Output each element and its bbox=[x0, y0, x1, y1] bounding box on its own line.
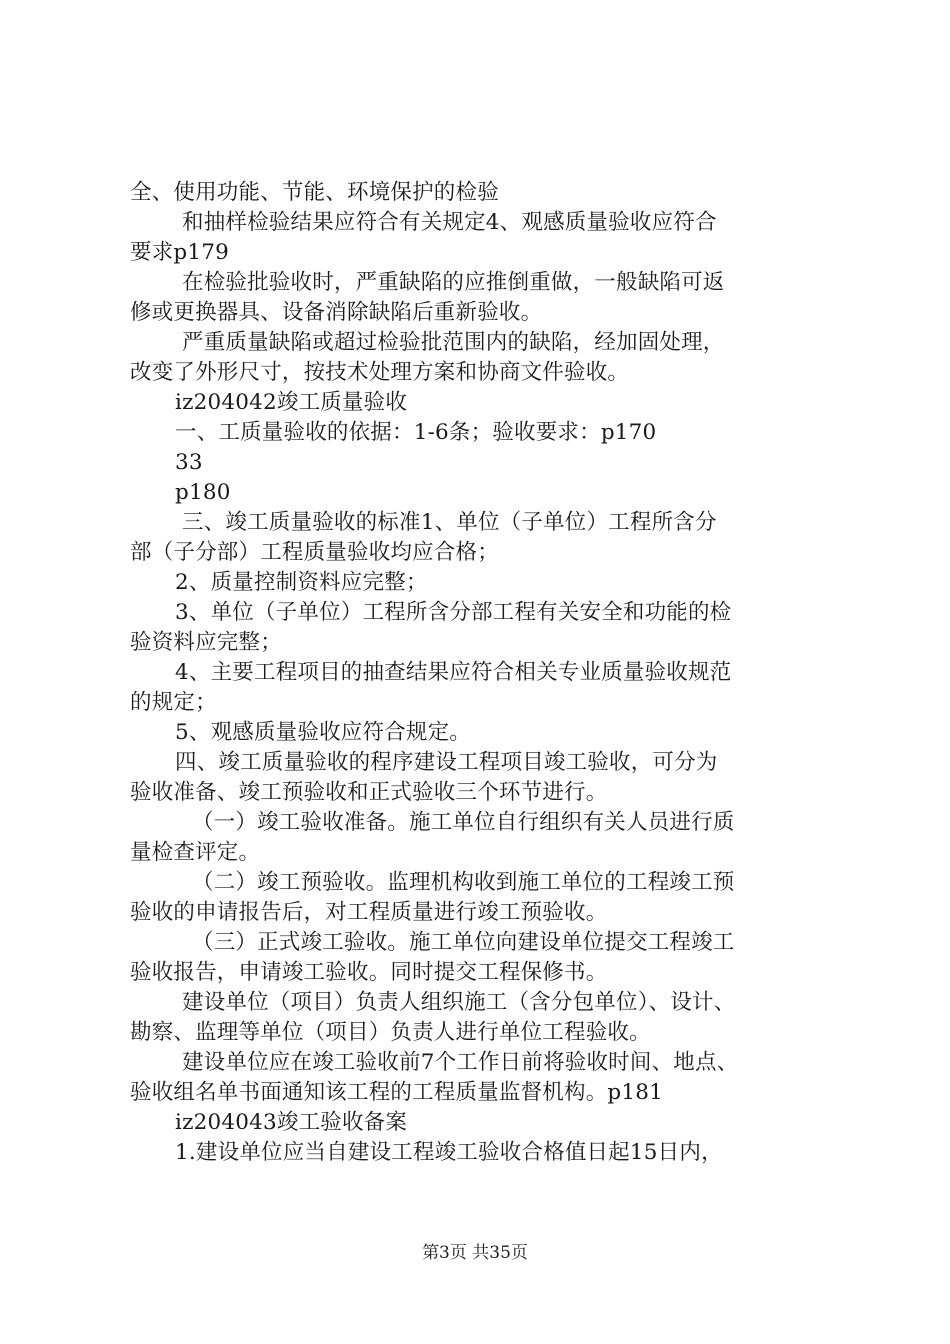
text-line: 建设单位应在竣工验收前7个工作日前将验收时间、地点、 bbox=[182, 1050, 739, 1075]
text-line: 部（子分部）工程质量验收均应合格； bbox=[130, 540, 499, 565]
section-heading: iz204043竣工验收备案 bbox=[175, 1110, 408, 1135]
text-line: 1.建设单位应当自建设工程竣工验收合格值日起15日内， bbox=[175, 1140, 723, 1165]
text-line: 四、竣工质量验收的程序建设工程项目竣工验收，可分为 bbox=[175, 750, 718, 775]
text-line: 3、单位（子单位）工程所含分部工程有关安全和功能的检 bbox=[175, 600, 732, 625]
text-line: 一、工质量验收的依据：1-6条；验收要求：p170 bbox=[175, 420, 657, 445]
text-line: 严重质量缺陷或超过检验批范围内的缺陷，经加固处理， bbox=[182, 330, 725, 355]
text-line: 勘察、监理等单位（项目）负责人进行单位工程验收。 bbox=[130, 1020, 651, 1045]
page-number-footer: 第3页 共35页 bbox=[422, 1243, 528, 1263]
text-line: 在检验批验收时，严重缺陷的应推倒重做，一般缺陷可返 bbox=[182, 270, 725, 295]
text-line: 2、质量控制资料应完整； bbox=[175, 570, 428, 595]
text-line: 33 bbox=[175, 450, 203, 475]
text-line: 量检查评定。 bbox=[130, 840, 261, 865]
text-line: 修或更换器具、设备消除缺陷后重新验收。 bbox=[130, 300, 543, 325]
text-line: 要求p179 bbox=[130, 240, 229, 265]
text-line: 5、观感质量验收应符合规定。 bbox=[175, 720, 471, 745]
document-body bbox=[130, 178, 840, 1168]
text-line: p180 bbox=[175, 480, 231, 505]
text-line: （三）正式竣工验收。施工单位向建设单位提交工程竣工 bbox=[192, 930, 735, 955]
text-line: （二）竣工预验收。监理机构收到施工单位的工程竣工预 bbox=[192, 870, 735, 895]
text-line: 验资料应完整； bbox=[130, 630, 282, 655]
text-line: 改变了外形尺寸，按技术处理方案和协商文件验收。 bbox=[130, 360, 630, 385]
text-line: 建设单位（项目）负责人组织施工（含分包单位）、设计、 bbox=[182, 990, 736, 1015]
text-line: 三、竣工质量验收的标准1、单位（子单位）工程所含分 bbox=[182, 510, 717, 535]
text-line: （一）竣工验收准备。施工单位自行组织有关人员进行质 bbox=[192, 810, 735, 835]
text-line: 和抽样检验结果应符合有关规定4、观感质量验收应符合 bbox=[182, 210, 717, 235]
text-line: 验收报告，申请竣工验收。同时提交工程保修书。 bbox=[130, 960, 608, 985]
section-heading: iz204042竣工质量验收 bbox=[175, 390, 408, 415]
text-line: 全、使用功能、节能、环境保护的检验 bbox=[130, 180, 499, 205]
text-line: 验收的申请报告后，对工程质量进行竣工预验收。 bbox=[130, 900, 608, 925]
text-line: 的规定； bbox=[130, 690, 217, 715]
text-line: 验收准备、竣工预验收和正式验收三个环节进行。 bbox=[130, 780, 608, 805]
text-line: 验收组名单书面通知该工程的工程质量监督机构。p181 bbox=[130, 1080, 664, 1105]
text-line: 4、主要工程项目的抽查结果应符合相关专业质量验收规范 bbox=[175, 660, 732, 685]
